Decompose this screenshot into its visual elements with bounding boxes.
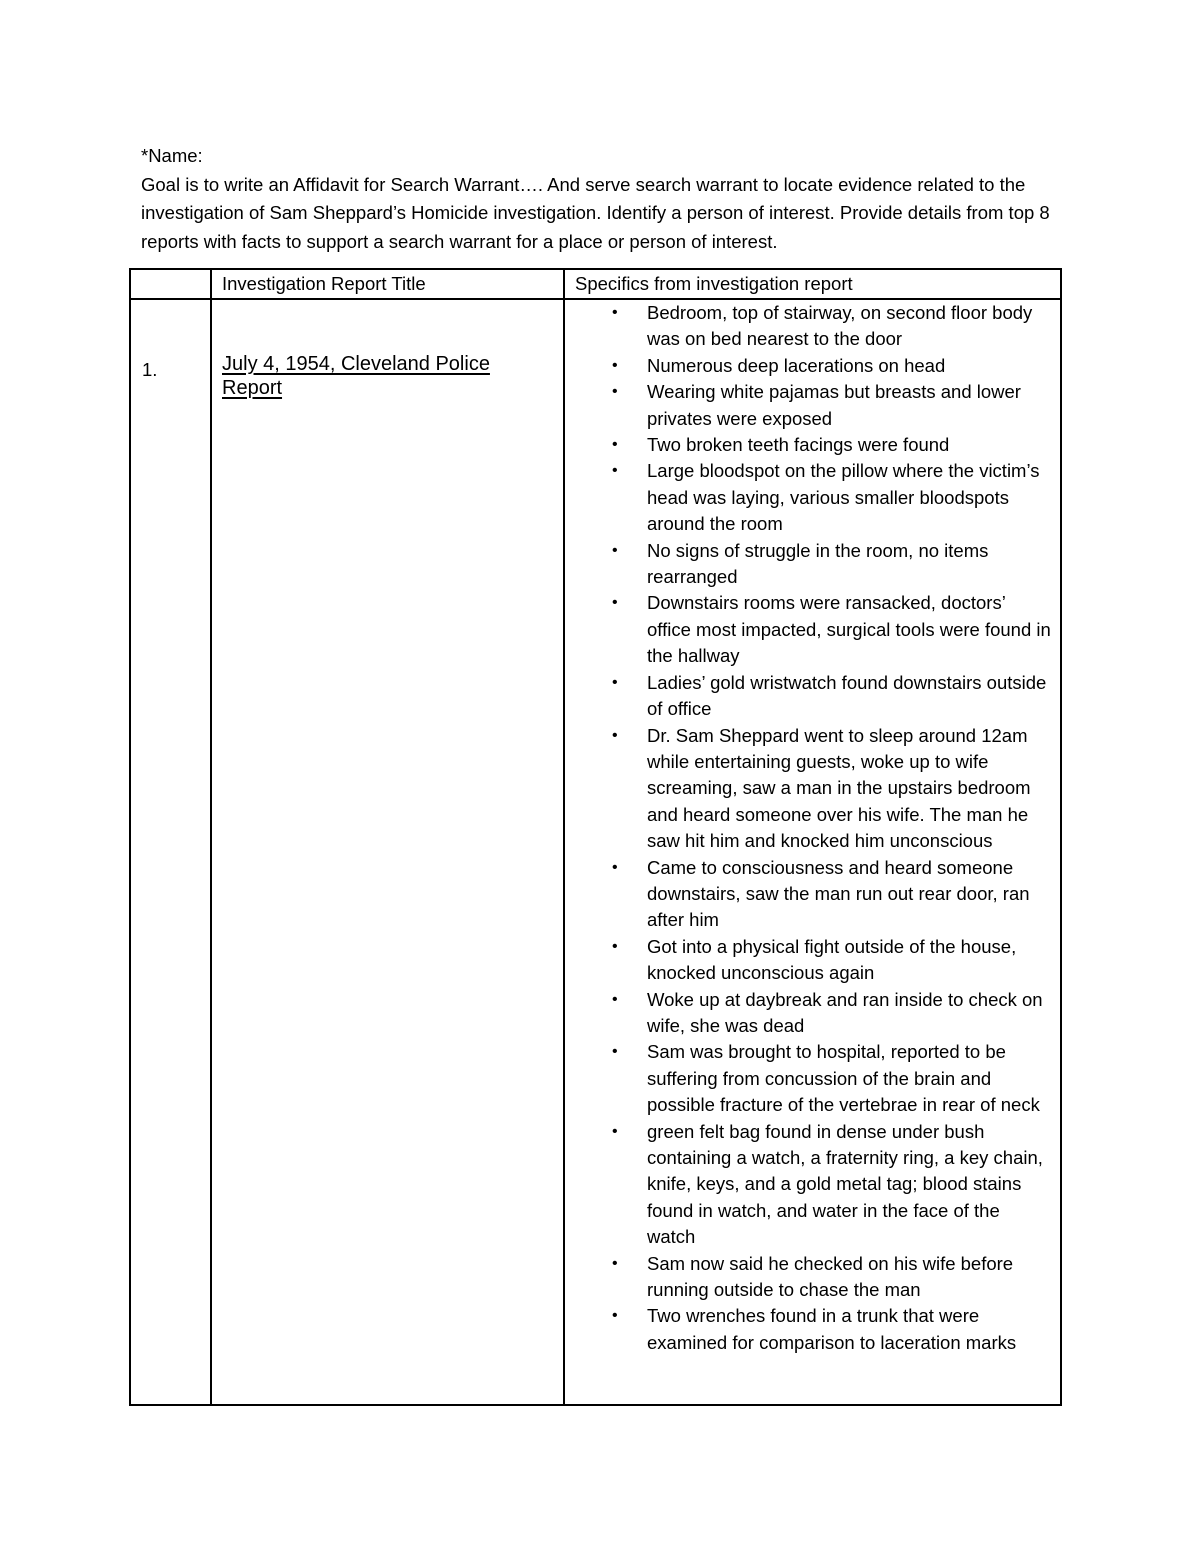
specifics-cell xyxy=(564,299,1061,1405)
list-item xyxy=(565,538,1060,591)
list-item xyxy=(565,300,1060,353)
bullet-icon: • xyxy=(612,541,618,559)
assignment-instructions: Goal is to write an Affidavit for Search Warrant…. And serve search warrant to locate evidence related to the investigation of Sam Sheppard’s Homicide investigation. Identify a person of interest. Provide details from top 8 reports with facts to support a search warrant for a place or person of interest. xyxy=(141,173,1050,252)
bullet-icon: • xyxy=(612,990,618,1008)
list-item-text: Sam was brought to hospital, reported to be suffering from concussion of the brain and possible fracture of the vertebrae in rear of neck xyxy=(647,1041,1040,1116)
column-header-specifics: Specifics from investigation report xyxy=(564,269,1061,299)
list-item xyxy=(565,432,1060,458)
list-item-text: Two broken teeth facings were found xyxy=(647,434,950,456)
column-header-report-title: Investigation Report Title xyxy=(211,269,564,299)
list-item xyxy=(565,1303,1060,1356)
table-header-row xyxy=(130,269,1061,299)
table-row xyxy=(130,299,1061,1405)
list-item xyxy=(565,723,1060,855)
list-item-text: Came to consciousness and heard someone downstairs, saw the man run out rear door, ran after him xyxy=(647,856,1030,931)
bullet-icon: • xyxy=(612,436,618,454)
bullet-icon: • xyxy=(612,356,618,374)
bullet-icon: • xyxy=(612,858,618,876)
list-item xyxy=(565,1251,1060,1304)
list-item-text: Bedroom, top of stairway, on second floor body was on bed nearest to the door xyxy=(647,302,1033,350)
list-item xyxy=(565,379,1060,432)
list-item-text: Sam now said he checked on his wife before running outside to chase the man xyxy=(647,1252,1014,1301)
list-item-text: Large bloodspot on the pillow where the victim’s head was laying, various smaller bloodspots around the room xyxy=(647,460,1040,535)
list-item-text: green felt bag found in dense under bush containing a watch, a fraternity ring, a key chain, knife, keys, and a gold metal tag; blood stains found in watch, and water in the face of the watch xyxy=(647,1120,1043,1248)
bullet-icon: • xyxy=(612,937,618,955)
bullet-icon: • xyxy=(612,594,618,612)
list-item-text: Got into a physical fight outside of the house, knocked unconscious again xyxy=(647,935,1017,984)
bullet-icon: • xyxy=(612,462,618,480)
bullet-icon: • xyxy=(612,1122,618,1140)
list-item xyxy=(565,670,1060,723)
list-item xyxy=(565,590,1060,669)
bullet-icon: • xyxy=(612,1307,618,1325)
investigation-report-table xyxy=(129,268,1062,1406)
list-item xyxy=(565,987,1060,1040)
bullet-icon: • xyxy=(612,383,618,401)
bullet-icon: • xyxy=(612,1254,618,1272)
list-item-text: Two wrenches found in a trunk that were examined for comparison to laceration marks xyxy=(647,1305,1017,1353)
list-item-text: Wearing white pajamas but breasts and lower privates were exposed xyxy=(647,381,1021,429)
list-item-text: No signs of struggle in the room, no items rearranged xyxy=(647,539,989,588)
list-item xyxy=(565,458,1060,537)
list-item xyxy=(565,855,1060,934)
report-title-cell xyxy=(211,299,564,1405)
list-item-text: Woke up at daybreak and ran inside to check on wife, she was dead xyxy=(647,988,1043,1036)
row-number: 1. xyxy=(130,299,211,1405)
list-item-text: Dr. Sam Sheppard went to sleep around 12am while entertaining guests, woke up to wife screaming, saw a man in the upstairs bedroom and heard someone over his wife. The man he saw hit him and knocked him unconscious xyxy=(647,724,1031,852)
list-item xyxy=(565,1039,1060,1118)
name-line: *Name: xyxy=(141,145,203,166)
bullet-icon: • xyxy=(612,673,618,691)
bullet-icon: • xyxy=(612,1043,618,1061)
list-item xyxy=(565,353,1060,379)
column-header-number xyxy=(130,269,211,299)
specifics-list xyxy=(565,300,1060,1356)
bullet-icon: • xyxy=(612,304,618,321)
list-item-text: Ladies’ gold wristwatch found downstairs outside of office xyxy=(647,671,1047,720)
assignment-header xyxy=(141,142,1066,256)
report-title-link[interactable]: July 4, 1954, Cleveland Police Report xyxy=(222,353,490,399)
list-item-text: Downstairs rooms were ransacked, doctors’ office most impacted, surgical tools were found in the hallway xyxy=(647,592,1051,667)
bullet-icon: • xyxy=(612,726,618,744)
list-item xyxy=(565,1119,1060,1251)
list-item xyxy=(565,934,1060,987)
list-item-text: Numerous deep lacerations on head xyxy=(647,354,946,376)
